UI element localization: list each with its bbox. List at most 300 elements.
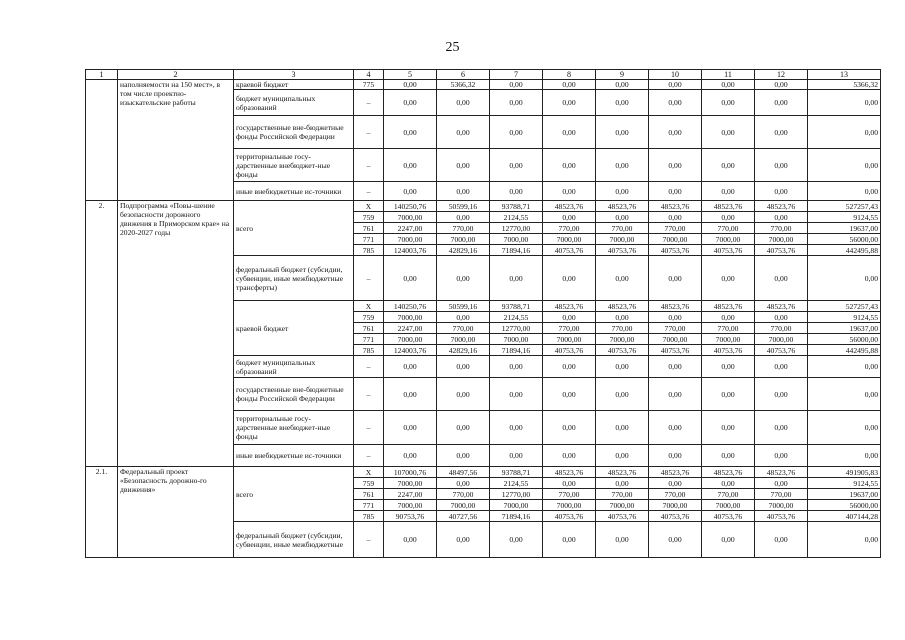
value-cell: 40753,76 bbox=[543, 245, 596, 256]
budget-code: 759 bbox=[354, 212, 384, 223]
value-cell: 0,00 bbox=[702, 116, 755, 149]
value-cell: 0,00 bbox=[596, 256, 649, 301]
value-cell: 0,00 bbox=[755, 378, 808, 411]
value-cell: 40753,76 bbox=[596, 345, 649, 356]
regional-label: краевой бюджет bbox=[234, 301, 354, 356]
value-cell: 50599,16 bbox=[437, 301, 490, 312]
value-cell: 19637,00 bbox=[808, 223, 881, 234]
budget-code: – bbox=[354, 378, 384, 411]
value-cell: 0,00 bbox=[702, 411, 755, 445]
value-cell: 7000,00 bbox=[384, 234, 437, 245]
value-cell: 0,00 bbox=[437, 378, 490, 411]
value-cell: 0,00 bbox=[702, 312, 755, 323]
value-cell: 40753,76 bbox=[702, 245, 755, 256]
value-cell: 0,00 bbox=[543, 149, 596, 182]
value-cell: 93788,71 bbox=[490, 201, 543, 212]
budget-code: – bbox=[354, 522, 384, 558]
budget-code: 759 bbox=[354, 478, 384, 489]
value-cell: 0,00 bbox=[437, 478, 490, 489]
value-cell: 7000,00 bbox=[490, 234, 543, 245]
value-cell: 770,00 bbox=[543, 489, 596, 500]
value-cell: 40753,76 bbox=[649, 345, 702, 356]
value-cell: 0,00 bbox=[437, 90, 490, 116]
value-cell: 0,00 bbox=[755, 256, 808, 301]
value-cell: 0,00 bbox=[490, 80, 543, 90]
value-cell: 9124,55 bbox=[808, 212, 881, 223]
value-cell: 56000,00 bbox=[808, 500, 881, 511]
value-cell: 93788,71 bbox=[490, 467, 543, 478]
value-cell: 0,00 bbox=[702, 445, 755, 467]
value-cell: 0,00 bbox=[702, 182, 755, 201]
budget-code: – bbox=[354, 356, 384, 378]
value-cell: 140250,76 bbox=[384, 201, 437, 212]
total-label: всего bbox=[234, 467, 354, 522]
value-cell: 40753,76 bbox=[702, 511, 755, 522]
value-cell: 0,00 bbox=[543, 378, 596, 411]
value-cell: 0,00 bbox=[808, 182, 881, 201]
value-cell: 0,00 bbox=[543, 356, 596, 378]
value-cell: 770,00 bbox=[649, 489, 702, 500]
column-number: 11 bbox=[702, 70, 755, 80]
value-cell: 40753,76 bbox=[543, 345, 596, 356]
value-cell: 0,00 bbox=[755, 182, 808, 201]
value-cell: 48523,76 bbox=[649, 467, 702, 478]
value-cell: 0,00 bbox=[596, 149, 649, 182]
budget-code: X bbox=[354, 467, 384, 478]
value-cell: 40753,76 bbox=[755, 245, 808, 256]
value-cell: 40753,76 bbox=[755, 345, 808, 356]
value-cell: 0,00 bbox=[596, 312, 649, 323]
value-cell: 90753,76 bbox=[384, 511, 437, 522]
value-cell: 0,00 bbox=[702, 149, 755, 182]
value-cell: 40753,76 bbox=[596, 245, 649, 256]
value-cell: 770,00 bbox=[702, 489, 755, 500]
funding-source: государственные вне-бюджетные фонды Российской Федерации bbox=[234, 378, 354, 411]
budget-code: X bbox=[354, 201, 384, 212]
budget-code: 759 bbox=[354, 312, 384, 323]
value-cell: 40753,76 bbox=[543, 511, 596, 522]
value-cell: 0,00 bbox=[543, 312, 596, 323]
value-cell: 0,00 bbox=[808, 522, 881, 558]
column-number: 12 bbox=[755, 70, 808, 80]
value-cell: 0,00 bbox=[702, 478, 755, 489]
value-cell: 0,00 bbox=[437, 256, 490, 301]
value-cell: 0,00 bbox=[702, 90, 755, 116]
budget-code: 775 bbox=[354, 80, 384, 90]
value-cell: 19637,00 bbox=[808, 323, 881, 334]
value-cell: 93788,71 bbox=[490, 301, 543, 312]
column-number: 8 bbox=[543, 70, 596, 80]
value-cell: 56000,00 bbox=[808, 234, 881, 245]
funding-source: федеральный бюджет (субсидии, субвенции, иные межбюджетные bbox=[234, 522, 354, 558]
value-cell: 0,00 bbox=[596, 182, 649, 201]
value-cell: 7000,00 bbox=[596, 234, 649, 245]
value-cell: 0,00 bbox=[755, 411, 808, 445]
value-cell: 48523,76 bbox=[649, 201, 702, 212]
value-cell: 48497,56 bbox=[437, 467, 490, 478]
value-cell: 770,00 bbox=[596, 323, 649, 334]
value-cell: 7000,00 bbox=[437, 500, 490, 511]
budget-code: 761 bbox=[354, 323, 384, 334]
column-number: 6 bbox=[437, 70, 490, 80]
value-cell: 770,00 bbox=[543, 223, 596, 234]
value-cell: 7000,00 bbox=[755, 334, 808, 345]
value-cell: 0,00 bbox=[808, 445, 881, 467]
value-cell: 48523,76 bbox=[543, 201, 596, 212]
value-cell: 442495,88 bbox=[808, 245, 881, 256]
budget-code: 771 bbox=[354, 500, 384, 511]
value-cell: 71894,16 bbox=[490, 245, 543, 256]
value-cell: 770,00 bbox=[596, 223, 649, 234]
value-cell: 40753,76 bbox=[755, 511, 808, 522]
value-cell: 0,00 bbox=[702, 212, 755, 223]
value-cell: 0,00 bbox=[543, 116, 596, 149]
funding-source: краевой бюджет bbox=[234, 80, 354, 90]
budget-table-body bbox=[86, 70, 881, 558]
value-cell: 0,00 bbox=[702, 256, 755, 301]
value-cell: 770,00 bbox=[755, 223, 808, 234]
value-cell: 0,00 bbox=[649, 445, 702, 467]
value-cell: 48523,76 bbox=[702, 201, 755, 212]
funding-source: бюджет муниципальных образований bbox=[234, 356, 354, 378]
value-cell: 42829,16 bbox=[437, 245, 490, 256]
program-name: Федеральный проект «Безопасность дорожно-го движения» bbox=[118, 467, 234, 558]
column-number: 1 bbox=[86, 70, 118, 80]
value-cell: 12770,00 bbox=[490, 223, 543, 234]
value-cell: 0,00 bbox=[649, 256, 702, 301]
value-cell: 770,00 bbox=[702, 223, 755, 234]
budget-code: 785 bbox=[354, 345, 384, 356]
value-cell: 0,00 bbox=[649, 312, 702, 323]
value-cell: 0,00 bbox=[384, 522, 437, 558]
value-cell: 7000,00 bbox=[384, 212, 437, 223]
value-cell: 0,00 bbox=[490, 522, 543, 558]
value-cell: 0,00 bbox=[543, 80, 596, 90]
value-cell: 0,00 bbox=[437, 212, 490, 223]
value-cell: 124003,76 bbox=[384, 345, 437, 356]
value-cell: 0,00 bbox=[490, 256, 543, 301]
value-cell: 0,00 bbox=[384, 411, 437, 445]
value-cell: 0,00 bbox=[702, 80, 755, 90]
value-cell: 0,00 bbox=[649, 90, 702, 116]
funding-source: федеральный бюджет (субсидии, субвенции, иные межбюджетные трансферты) bbox=[234, 256, 354, 301]
value-cell: 48523,76 bbox=[596, 467, 649, 478]
value-cell: 0,00 bbox=[437, 182, 490, 201]
value-cell: 2124,55 bbox=[490, 478, 543, 489]
budget-code: – bbox=[354, 411, 384, 445]
value-cell: 0,00 bbox=[490, 445, 543, 467]
value-cell: 0,00 bbox=[702, 378, 755, 411]
budget-code: 771 bbox=[354, 234, 384, 245]
budget-code: – bbox=[354, 445, 384, 467]
value-cell: 770,00 bbox=[702, 323, 755, 334]
budget-code: – bbox=[354, 182, 384, 201]
funding-source: территориальные госу-дарственные внебюджет-ные фонды bbox=[234, 149, 354, 182]
value-cell: 0,00 bbox=[543, 182, 596, 201]
budget-code: X bbox=[354, 301, 384, 312]
value-cell: 7000,00 bbox=[596, 334, 649, 345]
value-cell: 770,00 bbox=[596, 489, 649, 500]
value-cell: 2124,55 bbox=[490, 212, 543, 223]
value-cell: 40753,76 bbox=[649, 245, 702, 256]
value-cell: 0,00 bbox=[596, 411, 649, 445]
value-cell: 7000,00 bbox=[702, 234, 755, 245]
value-cell: 12770,00 bbox=[490, 489, 543, 500]
value-cell: 48523,76 bbox=[755, 467, 808, 478]
value-cell: 0,00 bbox=[755, 312, 808, 323]
value-cell: 0,00 bbox=[596, 478, 649, 489]
value-cell: 0,00 bbox=[384, 90, 437, 116]
value-cell: 0,00 bbox=[437, 411, 490, 445]
budget-code: 761 bbox=[354, 489, 384, 500]
value-cell: 0,00 bbox=[596, 522, 649, 558]
value-cell: 42829,16 bbox=[437, 345, 490, 356]
value-cell: 0,00 bbox=[384, 116, 437, 149]
value-cell: 0,00 bbox=[384, 182, 437, 201]
value-cell: 0,00 bbox=[808, 256, 881, 301]
value-cell: 40753,76 bbox=[649, 511, 702, 522]
column-number: 9 bbox=[596, 70, 649, 80]
value-cell: 7000,00 bbox=[755, 234, 808, 245]
value-cell: 48523,76 bbox=[596, 201, 649, 212]
value-cell: 2124,55 bbox=[490, 312, 543, 323]
value-cell: 0,00 bbox=[596, 445, 649, 467]
value-cell: 12770,00 bbox=[490, 323, 543, 334]
value-cell: 7000,00 bbox=[702, 334, 755, 345]
value-cell: 0,00 bbox=[755, 356, 808, 378]
value-cell: 0,00 bbox=[755, 522, 808, 558]
value-cell: 407144,28 bbox=[808, 511, 881, 522]
value-cell: 7000,00 bbox=[490, 500, 543, 511]
value-cell: 0,00 bbox=[596, 116, 649, 149]
value-cell: 7000,00 bbox=[543, 234, 596, 245]
value-cell: 0,00 bbox=[755, 116, 808, 149]
value-cell: 9124,55 bbox=[808, 312, 881, 323]
value-cell: 2247,00 bbox=[384, 489, 437, 500]
value-cell: 0,00 bbox=[808, 116, 881, 149]
value-cell: 0,00 bbox=[649, 116, 702, 149]
value-cell: 56000,00 bbox=[808, 334, 881, 345]
value-cell: 0,00 bbox=[437, 522, 490, 558]
value-cell: 0,00 bbox=[490, 378, 543, 411]
value-cell: 48523,76 bbox=[755, 301, 808, 312]
row-number: 2.1. bbox=[86, 467, 118, 558]
value-cell: 7000,00 bbox=[649, 334, 702, 345]
value-cell: 0,00 bbox=[649, 212, 702, 223]
value-cell: 19637,00 bbox=[808, 489, 881, 500]
value-cell: 7000,00 bbox=[543, 334, 596, 345]
value-cell: 0,00 bbox=[755, 149, 808, 182]
budget-code: 785 bbox=[354, 511, 384, 522]
value-cell: 0,00 bbox=[437, 356, 490, 378]
value-cell: 7000,00 bbox=[384, 500, 437, 511]
value-cell: 7000,00 bbox=[437, 334, 490, 345]
value-cell: 48523,76 bbox=[702, 467, 755, 478]
value-cell: 0,00 bbox=[384, 80, 437, 90]
value-cell: 770,00 bbox=[543, 323, 596, 334]
value-cell: 0,00 bbox=[808, 149, 881, 182]
value-cell: 0,00 bbox=[702, 522, 755, 558]
column-number: 2 bbox=[118, 70, 234, 80]
value-cell: 0,00 bbox=[808, 411, 881, 445]
table-row bbox=[86, 80, 881, 90]
total-label: всего bbox=[234, 201, 354, 256]
funding-source: территориальные госу-дарственные внебюджет-ные фонды bbox=[234, 411, 354, 445]
value-cell: 48523,76 bbox=[755, 201, 808, 212]
value-cell: 0,00 bbox=[649, 411, 702, 445]
budget-code: – bbox=[354, 256, 384, 301]
value-cell: 50599,16 bbox=[437, 201, 490, 212]
table-row bbox=[86, 201, 881, 212]
value-cell: 0,00 bbox=[437, 116, 490, 149]
value-cell: 7000,00 bbox=[437, 234, 490, 245]
value-cell: 0,00 bbox=[437, 149, 490, 182]
value-cell: 7000,00 bbox=[702, 500, 755, 511]
value-cell: 0,00 bbox=[755, 212, 808, 223]
value-cell: 0,00 bbox=[437, 312, 490, 323]
value-cell: 0,00 bbox=[649, 356, 702, 378]
funding-source: государственные вне-бюджетные фонды Российской Федерации bbox=[234, 116, 354, 149]
value-cell: 0,00 bbox=[543, 90, 596, 116]
column-number: 4 bbox=[354, 70, 384, 80]
funding-source: иные внебюджетные ис-точники bbox=[234, 445, 354, 467]
value-cell: 0,00 bbox=[596, 212, 649, 223]
value-cell: 0,00 bbox=[490, 182, 543, 201]
funding-source: бюджет муниципальных образований bbox=[234, 90, 354, 116]
value-cell: 770,00 bbox=[755, 323, 808, 334]
budget-code: – bbox=[354, 116, 384, 149]
value-cell: 48523,76 bbox=[543, 301, 596, 312]
value-cell: 48523,76 bbox=[543, 467, 596, 478]
value-cell: 48523,76 bbox=[702, 301, 755, 312]
value-cell: 0,00 bbox=[543, 212, 596, 223]
value-cell: 0,00 bbox=[649, 522, 702, 558]
value-cell: 40753,76 bbox=[596, 511, 649, 522]
value-cell: 0,00 bbox=[596, 80, 649, 90]
value-cell: 0,00 bbox=[490, 356, 543, 378]
value-cell: 0,00 bbox=[755, 80, 808, 90]
value-cell: 0,00 bbox=[437, 445, 490, 467]
column-number: 3 bbox=[234, 70, 354, 80]
value-cell: 0,00 bbox=[755, 478, 808, 489]
value-cell: 2247,00 bbox=[384, 323, 437, 334]
value-cell: 0,00 bbox=[384, 149, 437, 182]
value-cell: 0,00 bbox=[808, 378, 881, 411]
value-cell: 442495,88 bbox=[808, 345, 881, 356]
value-cell: 770,00 bbox=[437, 489, 490, 500]
value-cell: 40727,56 bbox=[437, 511, 490, 522]
value-cell: 770,00 bbox=[649, 223, 702, 234]
value-cell: 0,00 bbox=[755, 90, 808, 116]
value-cell: 0,00 bbox=[596, 378, 649, 411]
budget-code: – bbox=[354, 90, 384, 116]
value-cell: 527257,43 bbox=[808, 301, 881, 312]
budget-code: 761 bbox=[354, 223, 384, 234]
value-cell: 0,00 bbox=[384, 256, 437, 301]
header-row bbox=[86, 70, 881, 80]
value-cell: 7000,00 bbox=[543, 500, 596, 511]
value-cell: 7000,00 bbox=[490, 334, 543, 345]
value-cell: 0,00 bbox=[543, 478, 596, 489]
value-cell: 48523,76 bbox=[649, 301, 702, 312]
value-cell: 107000,76 bbox=[384, 467, 437, 478]
value-cell: 71894,16 bbox=[490, 345, 543, 356]
value-cell: 124003,76 bbox=[384, 245, 437, 256]
budget-code: – bbox=[354, 149, 384, 182]
value-cell: 0,00 bbox=[596, 90, 649, 116]
value-cell: 0,00 bbox=[384, 378, 437, 411]
value-cell: 0,00 bbox=[490, 90, 543, 116]
value-cell: 770,00 bbox=[437, 223, 490, 234]
column-number: 10 bbox=[649, 70, 702, 80]
budget-code: 771 bbox=[354, 334, 384, 345]
value-cell: 770,00 bbox=[755, 489, 808, 500]
page-number: 25 bbox=[445, 40, 460, 55]
value-cell: 0,00 bbox=[649, 378, 702, 411]
value-cell: 0,00 bbox=[596, 356, 649, 378]
value-cell: 527257,43 bbox=[808, 201, 881, 212]
value-cell: 40753,76 bbox=[702, 345, 755, 356]
value-cell: 0,00 bbox=[649, 149, 702, 182]
value-cell: 7000,00 bbox=[384, 478, 437, 489]
value-cell: 0,00 bbox=[490, 149, 543, 182]
value-cell: 9124,55 bbox=[808, 478, 881, 489]
value-cell: 0,00 bbox=[543, 522, 596, 558]
budget-code: 785 bbox=[354, 245, 384, 256]
value-cell: 0,00 bbox=[808, 90, 881, 116]
budget-table bbox=[85, 69, 881, 558]
row-number bbox=[86, 80, 118, 201]
value-cell: 0,00 bbox=[490, 411, 543, 445]
value-cell: 0,00 bbox=[649, 182, 702, 201]
value-cell: 7000,00 bbox=[384, 312, 437, 323]
value-cell: 7000,00 bbox=[755, 500, 808, 511]
program-name: Подпрограмма «Повы-шение безопасности дорожного движения в Приморском крае» на 2020-2027 годы bbox=[118, 201, 234, 467]
value-cell: 491905,83 bbox=[808, 467, 881, 478]
value-cell: 770,00 bbox=[649, 323, 702, 334]
value-cell: 7000,00 bbox=[384, 334, 437, 345]
value-cell: 0,00 bbox=[543, 256, 596, 301]
table-row bbox=[86, 467, 881, 478]
value-cell: 770,00 bbox=[437, 323, 490, 334]
row-number: 2. bbox=[86, 201, 118, 467]
value-cell: 0,00 bbox=[702, 356, 755, 378]
column-number: 7 bbox=[490, 70, 543, 80]
value-cell: 0,00 bbox=[384, 356, 437, 378]
value-cell: 0,00 bbox=[543, 411, 596, 445]
column-number: 5 bbox=[384, 70, 437, 80]
column-number: 13 bbox=[808, 70, 881, 80]
value-cell: 0,00 bbox=[755, 445, 808, 467]
value-cell: 0,00 bbox=[649, 80, 702, 90]
value-cell: 2247,00 bbox=[384, 223, 437, 234]
value-cell: 5366,32 bbox=[437, 80, 490, 90]
value-cell: 7000,00 bbox=[596, 500, 649, 511]
value-cell: 0,00 bbox=[543, 445, 596, 467]
program-name: наполняемости на 150 мест», в том числе проектно-изыскательские работы bbox=[118, 80, 234, 201]
value-cell: 71894,16 bbox=[490, 511, 543, 522]
value-cell: 7000,00 bbox=[649, 500, 702, 511]
funding-source: иные внебюджетные ис-точники bbox=[234, 182, 354, 201]
value-cell: 140250,76 bbox=[384, 301, 437, 312]
value-cell: 7000,00 bbox=[649, 234, 702, 245]
value-cell: 48523,76 bbox=[596, 301, 649, 312]
value-cell: 0,00 bbox=[384, 445, 437, 467]
value-cell: 0,00 bbox=[808, 356, 881, 378]
value-cell: 0,00 bbox=[490, 116, 543, 149]
value-cell: 0,00 bbox=[649, 478, 702, 489]
value-cell: 5366,32 bbox=[808, 80, 881, 90]
